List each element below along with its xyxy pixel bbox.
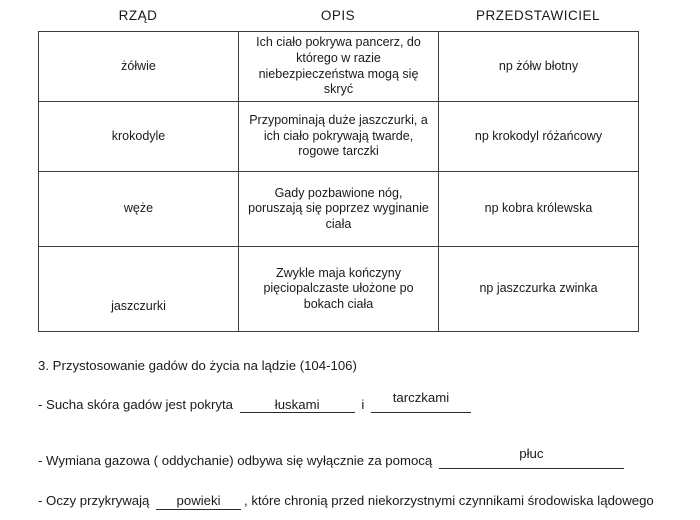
cell-order-lizards: jaszczurki xyxy=(39,247,239,332)
answer-text-luskami: łuskami xyxy=(274,397,320,412)
answer-text-tarczkami: tarczkami xyxy=(392,390,450,405)
cell-description-lizards: Zwykle maja kończyny pięciopalczaste ułożone po bokach ciała xyxy=(239,247,439,332)
answer-blank-powieki xyxy=(156,494,241,509)
cell-description-turtles: Ich ciało pokrywa pancerz, do którego w razie niebezpieczeństwa mogą się skryć xyxy=(239,32,439,102)
cell-example-snakes: np kobra królewska xyxy=(439,172,639,247)
reptile-orders-table xyxy=(38,31,639,332)
cell-example-turtles: np żółw błotny xyxy=(439,32,639,102)
cell-description-snakes: Gady pozbawione nóg, poruszają się poprzez wyginanie ciała xyxy=(239,172,439,247)
fill-line-eyes-suffix: , które chronią przed niekorzystnymi czynnikami środowiska lądowego xyxy=(244,493,654,509)
cell-order-turtles: żółwie xyxy=(39,32,239,102)
fill-in-section xyxy=(38,358,700,510)
table-header-row xyxy=(38,8,638,23)
fill-line-skin-conjunction: i xyxy=(361,397,365,412)
column-header-przedstawiciel: PRZEDSTAWICIEL xyxy=(475,8,600,23)
cell-description-crocodiles: Przypominają duże jaszczurki, a ich ciało pokrywają twarde, rogowe tarczki xyxy=(239,102,439,172)
section-heading: 3. Przystosowanie gadów do życia na lądzie (104-106) xyxy=(38,358,357,373)
fill-line-skin-prefix: - Sucha skóra gadów jest pokryta xyxy=(38,397,233,412)
column-header-rzad: RZĄD xyxy=(118,8,158,23)
answer-blank-tarczkami xyxy=(371,390,471,413)
fill-line-breathing-prefix: - Wymiana gazowa ( oddychanie) odbywa się wyłącznie za pomocą xyxy=(38,453,433,469)
cell-example-crocodiles: np krokodyl różańcowy xyxy=(439,102,639,172)
fill-line-eyes-prefix: - Oczy przykrywają xyxy=(38,493,150,509)
answer-blank-luskami xyxy=(240,398,355,413)
fill-line-eyes xyxy=(38,493,700,509)
answer-text-pluc: płuc xyxy=(519,446,544,462)
fill-line-skin xyxy=(38,390,700,413)
answer-blank-pluc xyxy=(439,446,624,469)
cell-order-crocodiles: krokodyle xyxy=(39,102,239,172)
answer-text-powieki: powieki xyxy=(176,493,221,509)
cell-example-lizards: np jaszczurka zwinka xyxy=(439,247,639,332)
column-header-opis: OPIS xyxy=(320,8,356,23)
cell-order-snakes: węże xyxy=(39,172,239,247)
fill-line-breathing xyxy=(38,446,700,469)
